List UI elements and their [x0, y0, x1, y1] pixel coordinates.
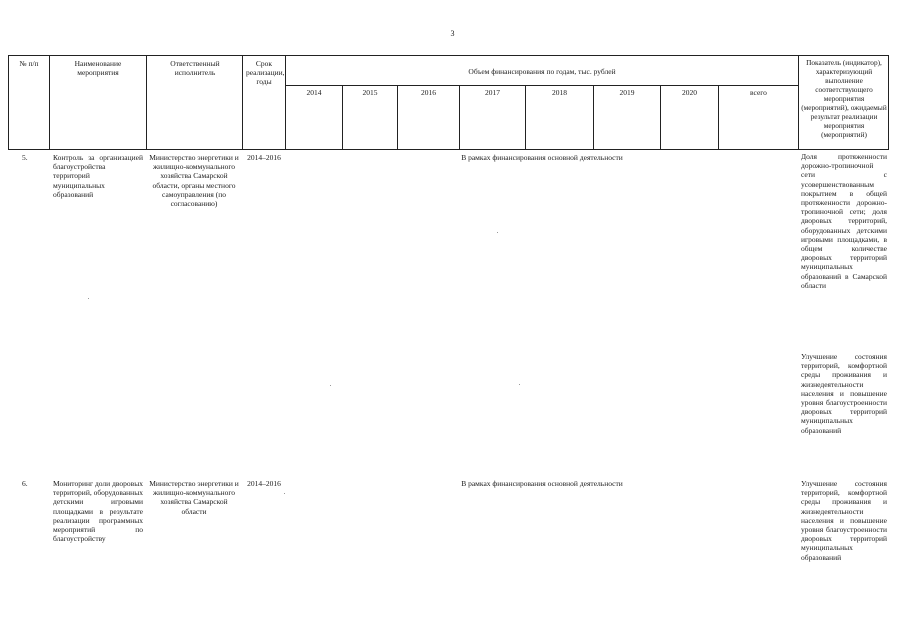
row-term: 2014–2016: [247, 153, 281, 162]
scan-speck: [519, 384, 520, 385]
row-name: Мониторинг доли дворовых территорий, оборудованных детскими игровыми площадками в результате реализации программных мероприятий по благоустройству: [53, 479, 143, 544]
header-indicator: Показатель (индикатор), характеризующий выполнение соответствующего мероприятия (мероприятий), ожидаемый результат реализации мероприятия (мероприятий): [801, 58, 887, 139]
year-2018: 2018: [552, 88, 567, 97]
row-financing: В рамках финансирования основной деятельности: [461, 153, 623, 162]
row-responsible: Министерство энергетики и жилищно-коммунального хозяйства Самарской области, органы местного самоуправления (по согласованию): [149, 153, 239, 209]
year-2019: 2019: [619, 88, 635, 97]
row-num: 6.: [22, 479, 28, 488]
header-num: № п/п: [19, 59, 39, 68]
row-indicator-result: Улучшение состояния территорий, комфортной среды проживания и жизнедеятельности населения и повышение уровня благоустроенности дворовых территорий муниципальных образований: [801, 352, 887, 435]
row-responsible: Министерство энергетики и жилищно-коммунального хозяйства Самарской области: [149, 479, 239, 516]
header-term: Срок реализации, годы: [246, 59, 285, 86]
scan-speck: [497, 232, 498, 233]
row-term: 2014–2016: [247, 479, 281, 488]
year-2017: 2017: [485, 88, 500, 97]
year-2020: 2020: [682, 88, 697, 97]
scan-speck: [88, 298, 89, 299]
year-total: всего: [750, 88, 767, 97]
scan-speck: [284, 493, 285, 494]
row-financing: В рамках финансирования основной деятельности: [461, 479, 623, 488]
row-indicator: Улучшение состояния территорий, комфортной среды проживания и жизнедеятельности населения и повышение уровня благоустроенности дворовых территорий муниципальных образований: [801, 479, 887, 562]
page-number: 3: [450, 29, 455, 38]
scan-speck: [330, 385, 331, 386]
row-name: Контроль за организацией благоустройства территорий муниципальных образований: [53, 153, 143, 199]
header-financing: Объем финансирования по годам, тыс. рублей: [468, 67, 616, 76]
header-name: Наименование мероприятия: [74, 59, 122, 77]
year-2015: 2015: [362, 88, 378, 97]
row-indicator: Доля протяженности дорожно-тропиночной сети с усовершенствованным покрытием в общей протяженности дорожно-тропиночной сети; доля дворовых территорий, оборудованных детскими игровыми площадками, в общем количестве дворовых территорий муниципальных образований в Самарской области: [801, 152, 887, 290]
header-responsible: Ответственный исполнитель: [170, 59, 220, 77]
row-num: 5.: [22, 153, 28, 162]
year-2016: 2016: [421, 88, 436, 97]
year-2014: 2014: [306, 88, 322, 97]
